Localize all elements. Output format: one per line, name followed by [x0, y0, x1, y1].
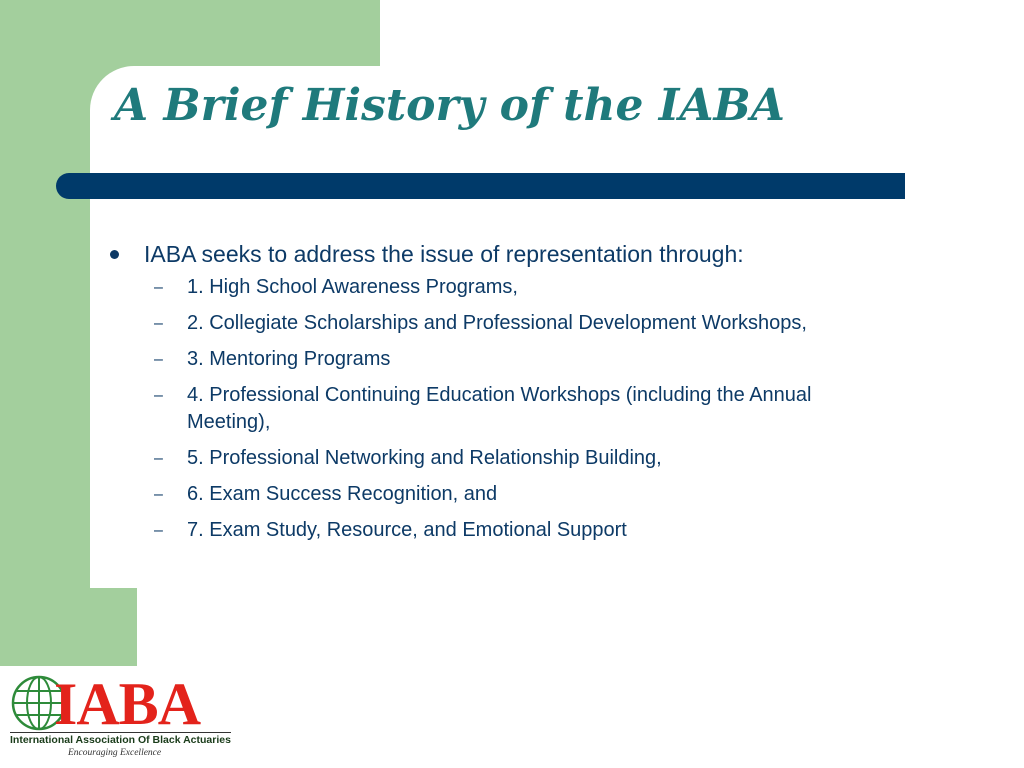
sub-bullet-item — [104, 274, 827, 301]
logo-letters: IABA — [54, 671, 201, 737]
sub-bullet-text: 4. Professional Continuing Education Workshops (including the Annual Meeting), — [187, 384, 812, 433]
bullet-dot-icon — [110, 250, 119, 259]
green-panel-bottom — [0, 588, 137, 666]
slide-title: A Brief History of the IABA — [114, 80, 785, 131]
sub-bullet-text: 3. Mentoring Programs — [187, 348, 391, 370]
dash-icon: – — [154, 351, 163, 368]
main-bullet-text: IABA seeks to address the issue of representation through: — [144, 241, 744, 267]
dash-icon: – — [154, 486, 163, 503]
iaba-logo — [10, 672, 250, 762]
sub-bullet-item — [104, 346, 827, 373]
sub-bullet-text: 6. Exam Success Recognition, and — [187, 483, 498, 505]
sub-bullet-text: 7. Exam Study, Resource, and Emotional Support — [187, 519, 627, 541]
sub-bullet-item — [104, 517, 827, 544]
slide-body — [104, 238, 904, 553]
dash-icon: – — [154, 450, 163, 467]
sub-bullet-text: 2. Collegiate Scholarships and Professional Development Workshops, — [187, 312, 807, 334]
sub-bullet-list — [104, 274, 904, 544]
sub-bullet-item — [104, 445, 827, 472]
sub-bullet-item — [104, 481, 827, 508]
dash-icon: – — [154, 522, 163, 539]
logo-organization-name: International Association Of Black Actuaries — [10, 734, 231, 746]
logo-tagline: Encouraging Excellence — [68, 748, 162, 758]
sub-bullet-text: 5. Professional Networking and Relationship Building, — [187, 447, 662, 469]
sub-bullet-item — [104, 310, 827, 337]
main-bullet — [104, 238, 904, 270]
sub-bullet-item — [104, 382, 827, 436]
green-panel-left — [0, 0, 90, 588]
dash-icon: – — [154, 279, 163, 296]
dash-icon: – — [154, 315, 163, 332]
sub-bullet-text: 1. High School Awareness Programs, — [187, 276, 518, 298]
dash-icon: – — [154, 387, 163, 404]
content-card-lower — [137, 588, 1024, 668]
title-divider-bar — [56, 173, 905, 199]
